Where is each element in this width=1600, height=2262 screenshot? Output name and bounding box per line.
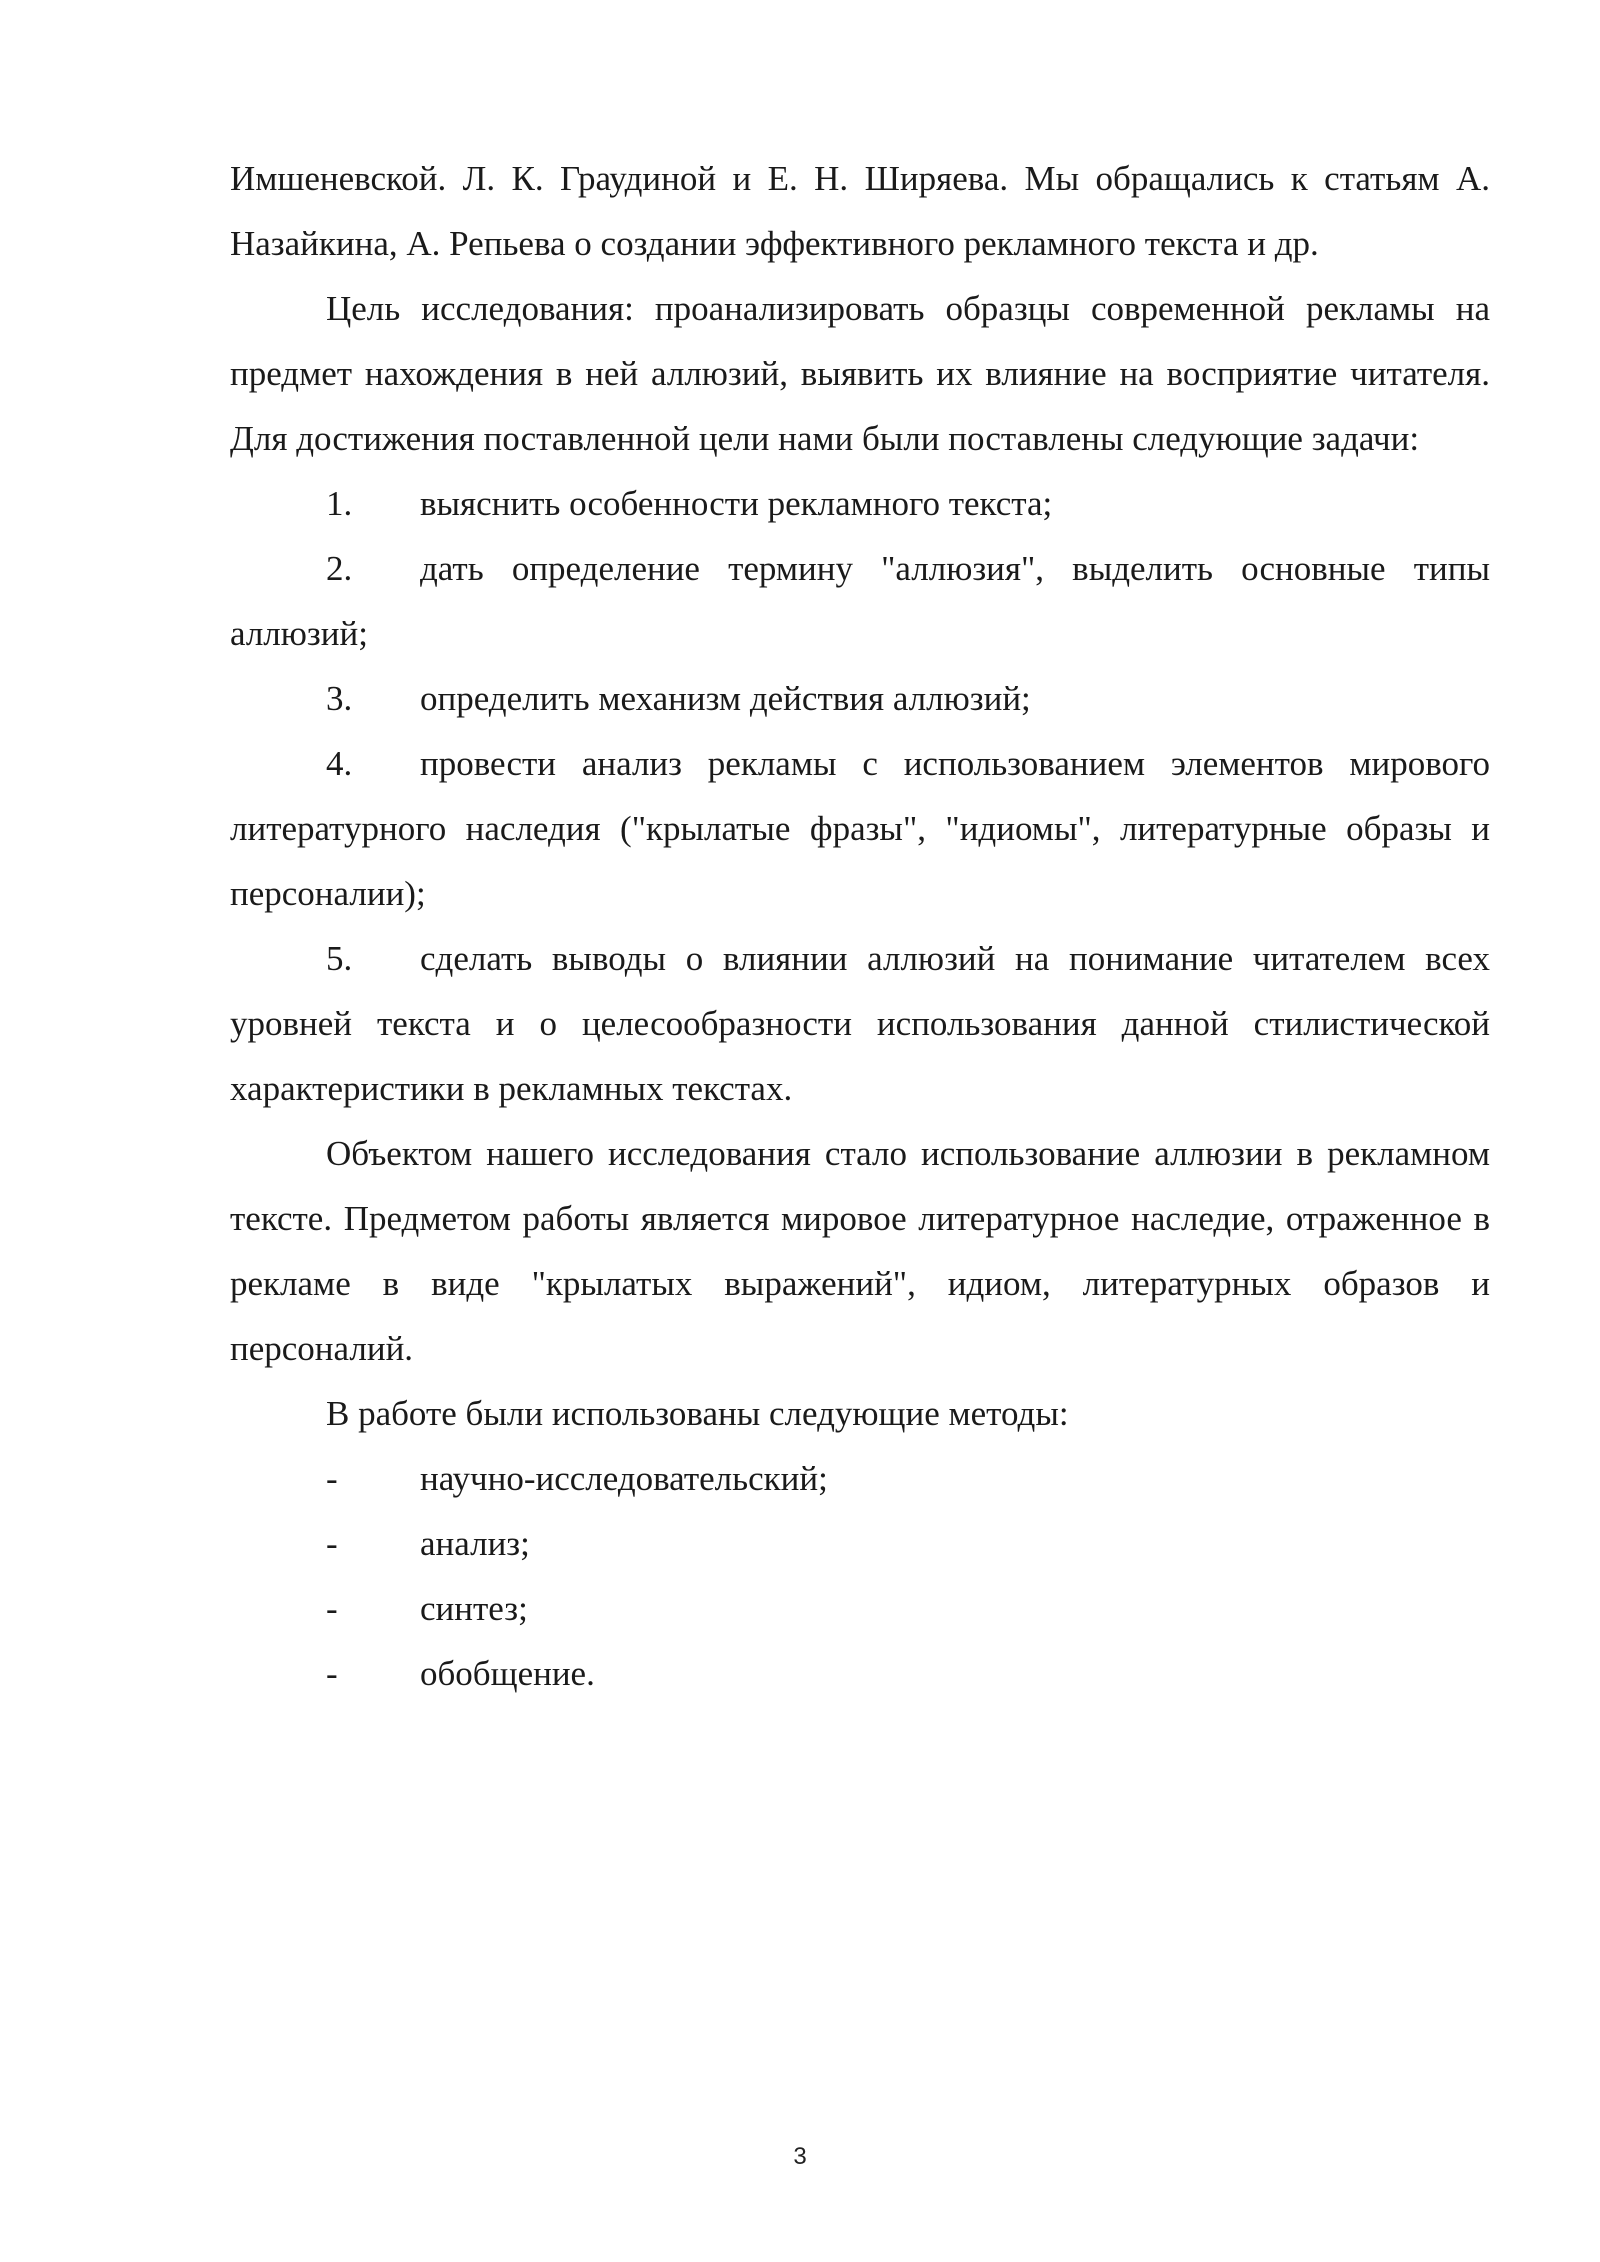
list-number: 5. (326, 939, 353, 978)
list-number: 3. (326, 679, 353, 718)
task-text: выяснить особенности рекламного текста; (420, 484, 1053, 523)
task-item (230, 731, 1490, 926)
object-paragraph: Объектом нашего исследования стало использование аллюзии в рекламном тексте. Предметом работы является мировое литературное наследие, отраженное в рекламе в виде "крылатых выражений", идиом, литературных образов и персоналий. (230, 1134, 1490, 1368)
dash-marker: - (326, 1654, 338, 1693)
method-text: анализ; (420, 1524, 530, 1563)
method-text: обобщение. (420, 1654, 595, 1693)
task-item (230, 666, 1490, 731)
list-number: 2. (326, 549, 353, 588)
method-text: научно-исследовательский; (420, 1459, 828, 1498)
task-text: сделать выводы о влиянии аллюзий на понимание читателем всех уровней текста и о целесообразности использования данной стилистической характеристики в рекламных текстах. (230, 939, 1490, 1108)
dash-marker: - (326, 1589, 338, 1628)
method-item (230, 1511, 1490, 1576)
list-number: 4. (326, 744, 353, 783)
task-text: дать определение термину "аллюзия", выделить основные типы аллюзий; (230, 549, 1490, 653)
dash-marker: - (326, 1524, 338, 1563)
dash-marker: - (326, 1459, 338, 1498)
task-text: провести анализ рекламы с использованием элементов мирового литературного наследия ("крылатые фразы", "идиомы", литературные образы и персоналии); (230, 744, 1490, 913)
method-text: синтез; (420, 1589, 528, 1628)
body-text (230, 146, 1490, 1706)
method-item (230, 1641, 1490, 1706)
method-item (230, 1576, 1490, 1641)
methods-intro: В работе были использованы следующие методы: (326, 1394, 1069, 1433)
page-number: 3 (793, 2143, 807, 2170)
task-text: определить механизм действия аллюзий; (420, 679, 1031, 718)
task-item (230, 536, 1490, 666)
task-item (230, 471, 1490, 536)
goal-paragraph: Цель исследования: проанализировать образцы современной рекламы на предмет нахождения в ней аллюзий, выявить их влияние на восприятие читателя. Для достижения поставленной цели нами были поставлены следующие задачи: (230, 289, 1490, 458)
intro-paragraph: Имшеневской. Л. К. Граудиной и Е. Н. Ширяева. Мы обращались к статьям А. Назайкина, А. Репьева о создании эффективного рекламного текста и др. (230, 159, 1490, 263)
list-number: 1. (326, 484, 353, 523)
method-item (230, 1446, 1490, 1511)
task-item (230, 926, 1490, 1121)
